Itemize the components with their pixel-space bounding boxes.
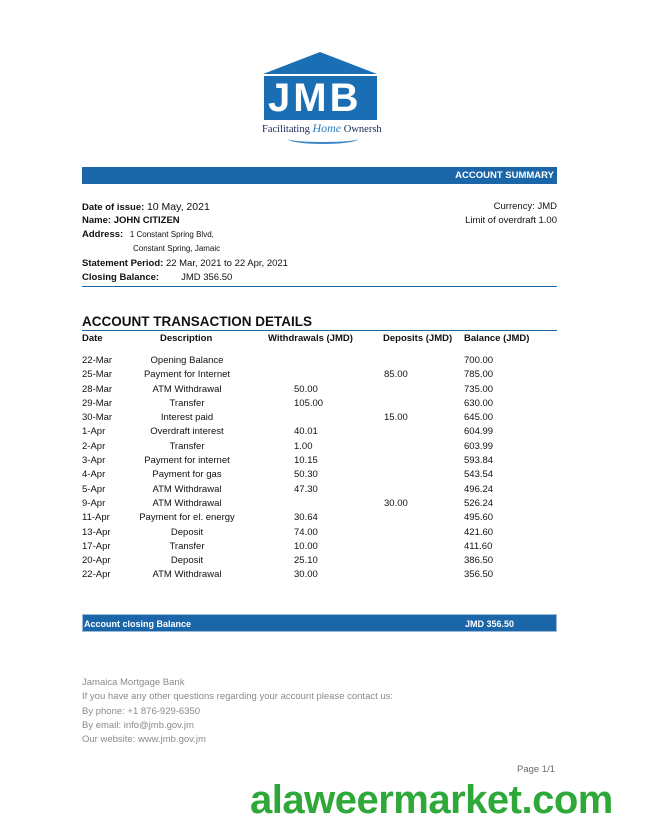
cell-balance: 593.84 xyxy=(464,455,494,467)
cell-balance: 496.24 xyxy=(464,483,494,495)
cell-balance: 604.99 xyxy=(464,426,494,438)
table-row xyxy=(82,355,557,369)
cell-withdrawal: 10.15 xyxy=(294,455,318,467)
transactions-table xyxy=(82,355,557,584)
table-row xyxy=(82,555,557,569)
cell-balance: 603.99 xyxy=(464,440,494,452)
page-number: Page 1/1 xyxy=(517,764,556,775)
header-description: Description xyxy=(160,333,213,344)
cell-date: 22-Apr xyxy=(82,569,111,581)
cell-balance: 785.00 xyxy=(464,369,494,381)
footer-contact-intro: If you have any other questions regarding your account please contact us: xyxy=(82,691,394,702)
cell-date: 22-Mar xyxy=(82,355,113,366)
table-row xyxy=(82,441,557,455)
cell-deposit: 30.00 xyxy=(384,497,408,509)
cell-description: Transfer xyxy=(169,397,205,409)
cell-withdrawal: 47.30 xyxy=(294,483,318,495)
cell-date: 2-Apr xyxy=(82,440,106,452)
address-line-2: Constant Spring, Jamaic xyxy=(133,244,221,253)
footer-email: By email: info@jmb.gov.jm xyxy=(82,720,194,731)
closing-balance-bar xyxy=(82,614,557,632)
cell-date: 3-Apr xyxy=(82,455,106,467)
overdraft-limit: Limit of overdraft 1.00 xyxy=(465,215,557,226)
table-row xyxy=(82,527,557,541)
closing-bar-value: JMD 356.50 xyxy=(465,619,515,629)
logo-tagline: Facilitating Home Ownersh xyxy=(262,121,382,135)
logo-wordmark: JMB xyxy=(264,76,377,120)
address: Address: 1 Constant Spring Blvd, xyxy=(82,229,214,240)
footer-phone: By phone: +1 876-929-6350 xyxy=(82,706,201,717)
header-date: Date xyxy=(82,333,103,344)
watermark: alaweermarket.com xyxy=(250,778,613,822)
summary-divider xyxy=(82,286,557,287)
cell-withdrawal: 40.01 xyxy=(294,426,318,438)
cell-balance: 421.60 xyxy=(464,526,494,538)
cell-withdrawal: 105.00 xyxy=(294,397,324,409)
cell-balance: 735.00 xyxy=(464,383,494,395)
cell-description: Interest paid xyxy=(160,412,214,424)
cell-withdrawal: 50.30 xyxy=(294,469,318,481)
table-row xyxy=(82,412,557,426)
cell-description: Deposit xyxy=(170,526,204,538)
table-row xyxy=(82,484,557,498)
footer-bank: Jamaica Mortgage Bank xyxy=(82,677,185,688)
cell-date: 30-Mar xyxy=(82,412,113,424)
cell-date: 20-Apr xyxy=(82,555,111,567)
table-row xyxy=(82,541,557,555)
cell-balance: 356.50 xyxy=(464,569,494,581)
cell-withdrawal: 30.64 xyxy=(294,512,318,524)
table-row xyxy=(82,512,557,526)
cell-balance: 411.60 xyxy=(464,540,493,552)
cell-description: ATM Withdrawal xyxy=(152,383,222,395)
cell-description: Opening Balance xyxy=(150,355,224,366)
table-row xyxy=(82,569,557,583)
cell-withdrawal: 30.00 xyxy=(294,569,318,581)
cell-description: Transfer xyxy=(169,540,205,552)
cell-date: 5-Apr xyxy=(82,483,106,495)
cell-date: 13-Apr xyxy=(82,526,111,538)
table-row xyxy=(82,369,557,383)
header-deposits: Deposits (JMD) xyxy=(383,333,453,344)
cell-date: 17-Apr xyxy=(82,540,111,552)
cell-date: 1-Apr xyxy=(82,426,106,438)
customer-name: Name: JOHN CITIZEN xyxy=(82,215,180,226)
table-row xyxy=(82,455,557,469)
cell-date: 28-Mar xyxy=(82,383,113,395)
cell-description: Payment for gas xyxy=(152,469,222,481)
table-row xyxy=(82,498,557,512)
cell-description: ATM Withdrawal xyxy=(152,497,222,509)
cell-description: Payment for Internet xyxy=(143,369,231,381)
cell-date: 25-Mar xyxy=(82,369,113,381)
table-row xyxy=(82,469,557,483)
header-withdrawals: Withdrawals (JMD) xyxy=(268,333,353,344)
cell-description: Overdraft interest xyxy=(150,426,224,438)
cell-balance: 495.60 xyxy=(464,512,494,524)
closing-balance: Closing Balance: JMD 356.50 xyxy=(82,272,233,283)
table-row xyxy=(82,426,557,440)
account-summary-bar: ACCOUNT SUMMARY xyxy=(82,167,557,184)
header-balance: Balance (JMD) xyxy=(464,333,530,344)
cell-date: 29-Mar xyxy=(82,397,113,409)
cell-date: 4-Apr xyxy=(82,469,106,481)
cell-balance: 645.00 xyxy=(464,412,494,424)
cell-withdrawal: 1.00 xyxy=(294,440,313,452)
closing-bar-label: Account closing Balance xyxy=(84,619,192,629)
cell-withdrawal: 25.10 xyxy=(294,555,318,567)
cell-description: Transfer xyxy=(169,440,205,452)
cell-balance: 630.00 xyxy=(464,397,494,409)
cell-description: ATM Withdrawal xyxy=(152,483,222,495)
cell-deposit: 15.00 xyxy=(384,412,408,424)
cell-description: Deposit xyxy=(170,555,204,567)
cell-description: Payment for internet xyxy=(144,455,230,467)
cell-date: 9-Apr xyxy=(82,497,106,509)
cell-description: ATM Withdrawal xyxy=(152,569,222,581)
logo-roof-icon xyxy=(263,52,377,74)
currency: Currency: JMD xyxy=(493,201,557,212)
cell-withdrawal: 50.00 xyxy=(294,383,318,395)
date-of-issue: Date of issue: 10 May, 2021 xyxy=(82,201,210,213)
cell-balance: 386.50 xyxy=(464,555,494,567)
cell-date: 11-Apr xyxy=(82,512,110,524)
cell-withdrawal: 10.00 xyxy=(294,540,318,552)
transactions-title: ACCOUNT TRANSACTION DETAILS xyxy=(82,314,312,329)
table-row xyxy=(82,398,557,412)
table-row xyxy=(82,384,557,398)
cell-withdrawal: 74.00 xyxy=(294,526,318,538)
transactions-title-rule xyxy=(82,330,557,331)
jmb-logo xyxy=(258,52,388,144)
cell-balance: 543.54 xyxy=(464,469,494,481)
logo-swoosh-icon xyxy=(288,134,358,144)
cell-balance: 700.00 xyxy=(464,355,494,366)
cell-balance: 526.24 xyxy=(464,497,494,509)
cell-description: Payment for el. energy xyxy=(139,512,235,524)
cell-deposit: 85.00 xyxy=(384,369,408,381)
footer-website: Our website: www.jmb.gov.jm xyxy=(82,734,206,745)
statement-period: Statement Period: 22 Mar, 2021 to 22 Apr, 2021 xyxy=(82,258,288,269)
